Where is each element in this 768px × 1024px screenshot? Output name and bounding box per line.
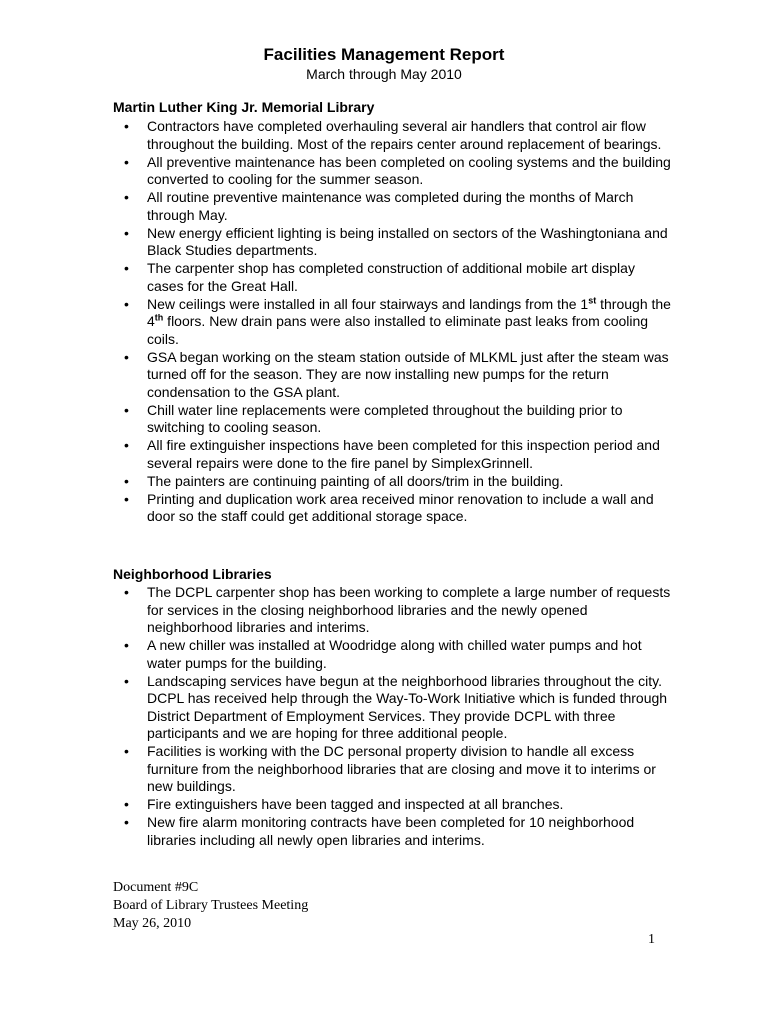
list-item-text: Landscaping services have begun at the neighborhood libraries throughout the city. DCPL has received help through the Way-To-Work Initiative which is funded through District Department of Employment Services. They provide DCPL with three participants and we are hoping for three additional people. <box>147 672 668 741</box>
list-item <box>113 796 673 814</box>
bullet-icon: • <box>124 260 129 276</box>
report-title: Facilities Management Report <box>263 45 505 64</box>
list-item-text: New energy efficient lighting is being installed on sectors of the Washingtoniana and Black Studies departments. <box>147 224 668 258</box>
bullet-icon: • <box>124 814 129 830</box>
list-item <box>113 402 673 437</box>
list-item <box>113 637 673 672</box>
list-item-text: All fire extinguisher inspections have been completed for this inspection period and several repairs were done to the fire panel by SimplexGrinnell. <box>147 437 660 471</box>
list-item-text: All routine preventive maintenance was completed during the months of March through May. <box>147 189 634 223</box>
mlk-library-list <box>113 118 673 526</box>
list-item-text: All preventive maintenance has been completed on cooling systems and the building converted to cooling for the summer season. <box>147 153 671 187</box>
list-item-text: GSA began working on the steam station outside of MLKML just after the steam was turned off for the season. They are now installing new pumps for the return condensation to the GSA plant. <box>147 348 669 400</box>
bullet-icon: • <box>124 743 129 759</box>
bullet-icon: • <box>124 490 129 507</box>
bullet-icon: • <box>124 153 129 170</box>
section-heading-neighborhood-libraries: Neighborhood Libraries <box>113 566 272 582</box>
bullet-icon: • <box>124 672 129 689</box>
bullet-icon: • <box>124 224 129 241</box>
ordinal-suffix: th <box>154 312 164 323</box>
list-item-text: The carpenter shop has completed construction of additional mobile art display cases for the Great Hall. <box>147 260 635 294</box>
list-item <box>113 225 673 260</box>
list-item <box>113 349 673 402</box>
bullet-icon: • <box>124 118 129 134</box>
list-item-text: Fire extinguishers have been tagged and inspected at all branches. <box>147 796 564 812</box>
neighborhood-libraries-list <box>113 584 673 850</box>
list-item <box>113 584 673 637</box>
bullet-icon: • <box>124 348 129 365</box>
list-item-text-part: New ceilings were installed in all four stairways and landings from the 1 <box>147 295 589 312</box>
page-number: 1 <box>648 932 655 947</box>
list-item <box>113 154 673 189</box>
list-item-text-part: through the 4 <box>147 295 671 329</box>
bullet-icon: • <box>124 637 129 653</box>
bullet-icon: • <box>124 295 129 312</box>
list-item-text: The DCPL carpenter shop has been working to complete a large number of requests for services in the closing neighborhood libraries and the newly opened neighborhood libraries and interims. <box>147 584 671 635</box>
list-item <box>113 189 673 224</box>
list-item <box>113 473 673 491</box>
ordinal-suffix: st <box>588 294 597 305</box>
list-item <box>113 118 673 153</box>
bullet-icon: • <box>124 796 129 812</box>
meeting-date: May 26, 2010 <box>113 916 192 931</box>
meeting-name: Board of Library Trustees Meeting <box>113 898 309 913</box>
bullet-icon: • <box>124 437 129 453</box>
list-item <box>113 814 673 849</box>
list-item-text: A new chiller was installed at Woodridge along with chilled water pumps and hot water pumps for the building. <box>147 637 642 671</box>
bullet-icon: • <box>124 189 129 205</box>
list-item-text: Chill water line replacements were completed throughout the building prior to switching to cooling season. <box>147 401 623 435</box>
list-item <box>113 260 673 295</box>
report-subtitle: March through May 2010 <box>306 66 462 82</box>
list-item <box>113 437 673 472</box>
bullet-icon: • <box>124 472 129 489</box>
list-item-text: The painters are continuing painting of all doors/trim in the building. <box>147 472 564 489</box>
list-item-text-part: floors. New drain pans were also installed to eliminate past leaks from cooling coils. <box>147 313 649 347</box>
list-item <box>113 491 673 526</box>
bullet-icon: • <box>124 584 129 600</box>
list-item <box>113 296 673 349</box>
list-item-text: Printing and duplication work area received minor renovation to include a wall and door so the staff could get additional storage space. <box>147 490 654 524</box>
list-item <box>113 743 673 796</box>
document-footer <box>113 879 308 933</box>
list-item-text: New fire alarm monitoring contracts have been completed for 10 neighborhood libraries including all newly open libraries and interims. <box>147 814 635 848</box>
bullet-icon: • <box>124 401 129 418</box>
list-item-text: Facilities is working with the DC personal property division to handle all excess furniture from the neighborhood libraries that are closing and move it to interims or new buildings. <box>147 743 656 794</box>
document-number: Document #9C <box>113 880 199 895</box>
section-heading-mlk-library: Martin Luther King Jr. Memorial Library <box>113 99 375 115</box>
list-item-text: Contractors have completed overhauling several air handlers that control air flow throughout the building. Most of the repairs center around replacement of bearings. <box>147 118 662 152</box>
list-item <box>113 673 673 743</box>
